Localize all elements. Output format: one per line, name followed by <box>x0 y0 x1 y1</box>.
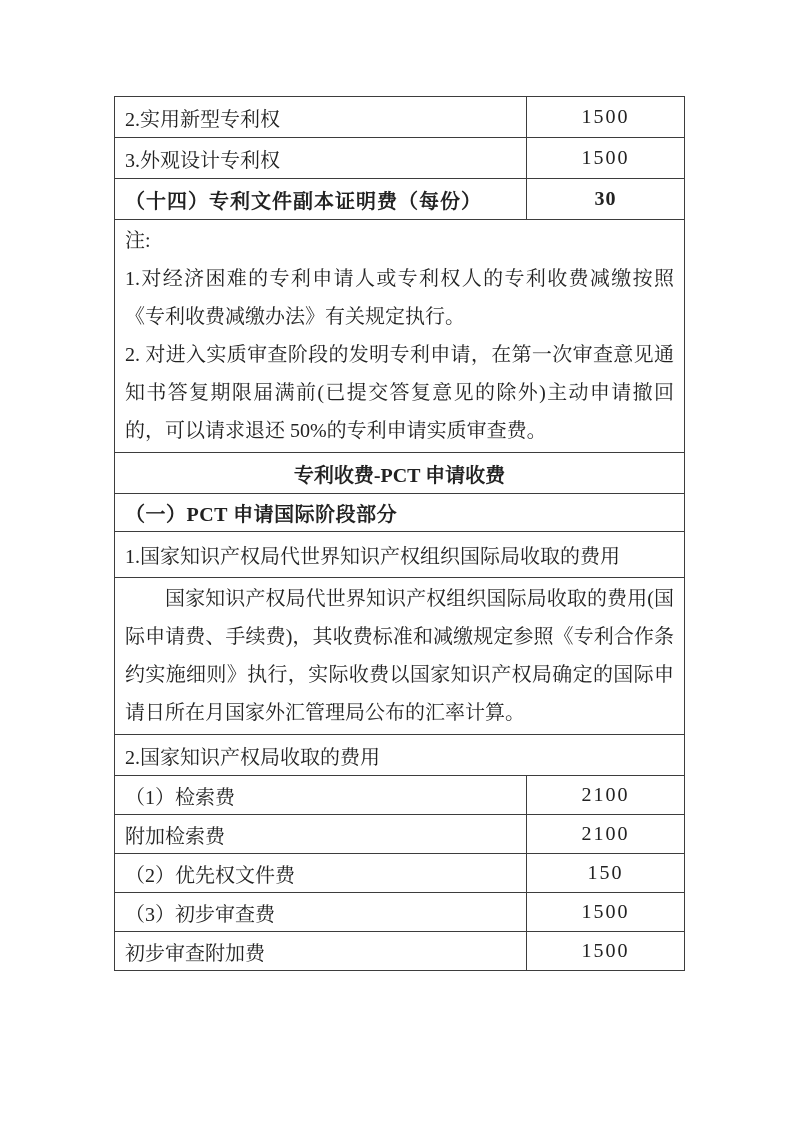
table-row <box>115 578 685 735</box>
fee-value: 2100 <box>527 815 685 854</box>
notes-cell <box>115 220 685 453</box>
pct-item1-paragraph <box>115 578 685 735</box>
fee-label: 2.实用新型专利权 <box>115 97 527 138</box>
table-row <box>115 220 685 453</box>
table-row <box>115 735 685 776</box>
pct-part-heading: （一）PCT 申请国际阶段部分 <box>115 494 685 532</box>
fee-value: 1500 <box>527 932 685 971</box>
notes-heading: 注: <box>125 230 151 252</box>
table-row <box>115 97 685 138</box>
pct-section-title: 专利收费-PCT 申请收费 <box>115 453 685 494</box>
table-row <box>115 494 685 532</box>
table-row <box>115 932 685 971</box>
fee-value: 150 <box>527 854 685 893</box>
note-item-2: 2. 对进入实质审查阶段的发明专利申请，在第一次审查意见通知书答复期限届满前(已提交答复意见的除外)主动申请撤回的，可以请求退还 50%的专利申请实质审查费。 <box>125 344 674 442</box>
note-item-1: 1.对经济困难的专利申请人或专利权人的专利收费减缴按照《专利收费减缴办法》有关规定执行。 <box>125 268 674 328</box>
paragraph-text: 国家知识产权局代世界知识产权组织国际局收取的费用(国际申请费、手续费)，其收费标准和减缴规定参照《专利合作条约实施细则》执行，实际收费以国家知识产权局确定的国际申请日所在月国家外汇管理局公布的汇率计算。 <box>125 588 674 724</box>
pct-item2-heading: 2.国家知识产权局收取的费用 <box>115 735 685 776</box>
table-row <box>115 138 685 179</box>
fee-value: 1500 <box>527 97 685 138</box>
fee-label: （3）初步审查费 <box>115 893 527 932</box>
fee-label: 附加检索费 <box>115 815 527 854</box>
fee-value: 30 <box>527 179 685 220</box>
fee-label: （1）检索费 <box>115 776 527 815</box>
table-row <box>115 179 685 220</box>
fee-label: 初步审查附加费 <box>115 932 527 971</box>
table-row <box>115 854 685 893</box>
fee-label: 3.外观设计专利权 <box>115 138 527 179</box>
fee-label: （十四）专利文件副本证明费（每份） <box>115 179 527 220</box>
fee-value: 2100 <box>527 776 685 815</box>
table-row <box>115 453 685 494</box>
table-row <box>115 532 685 578</box>
patent-fee-table <box>114 96 685 971</box>
table-row <box>115 776 685 815</box>
pct-item1-heading: 1.国家知识产权局代世界知识产权组织国际局收取的费用 <box>115 532 685 578</box>
fee-value: 1500 <box>527 138 685 179</box>
fee-label: （2）优先权文件费 <box>115 854 527 893</box>
table-row <box>115 815 685 854</box>
fee-value: 1500 <box>527 893 685 932</box>
table-row <box>115 893 685 932</box>
